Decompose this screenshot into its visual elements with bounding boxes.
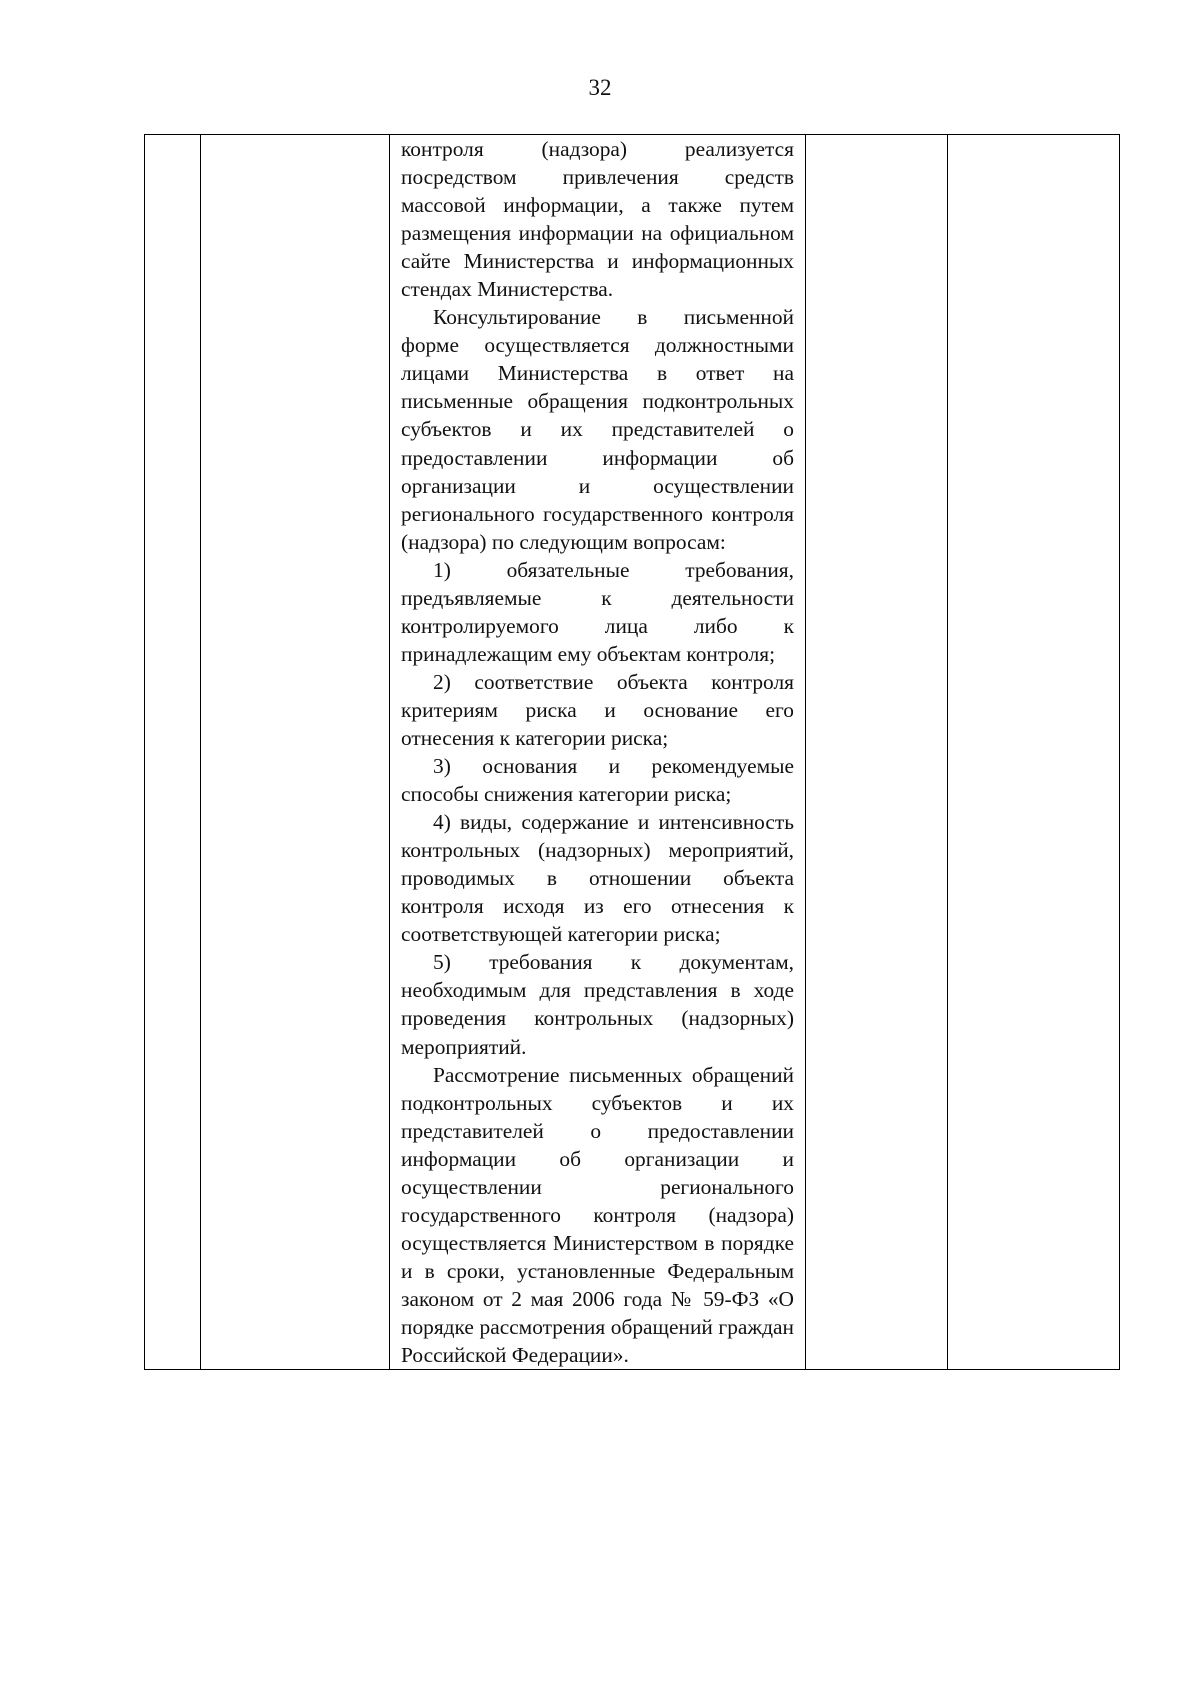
cell-name [201,135,390,1370]
page-number: 32 [588,75,612,100]
list-item: 5) требования к документам, необходимым для представления в ходе проведения контрольных (надзорных) мероприятий. [401,950,794,1059]
cell-content [390,135,806,1370]
list-item: 1) обязательные требования, предъявляемые к деятельности контролируемого лица либо к принадлежащим ему объектам контроля; [401,557,794,666]
document-table [144,134,1120,1370]
list-item: 2) соответствие объекта контроля критериям риска и основание его отнесения к категории риска; [401,669,794,750]
table-row [145,135,1120,1370]
cell-responsible [806,135,948,1370]
cell-number [145,135,201,1370]
paragraph-info-channels: контроля (надзора) реализуется посредством привлечения средств массовой информации, а также путем размещения информации на официальном сайте Министерства и информационных стендах Министерства. [401,137,794,302]
list-item: 4) виды, содержание и интенсивность контрольных (надзорных) мероприятий, проводимых в отношении объекта контроля исходя из его отнесения к соответствующей категории риска; [401,810,794,947]
paragraph-written-consulting: Консультирование в письменной форме осуществляется должностными лицами Министерства в ответ на письменные обращения подконтрольных субъектов и их представителей о предоставлении информации об организации и осуществлении регионального государственного контроля (надзора) по следующим вопросам: [401,305,794,554]
cell-deadline [948,135,1120,1370]
list-item: 3) основания и рекомендуемые способы снижения категории риска; [401,754,794,807]
paragraph-review-appeals: Рассмотрение письменных обращений подконтрольных субъектов и их представителей о предоставлении информации об организации и осуществлении регионального государственного контроля (надзора) осуществляется Министерством в порядке и в сроки, установленные Федеральным законом от 2 мая 2006 года № 59-ФЗ «О порядке рассмотрения обращений граждан Российской Федерации». [401,1062,794,1368]
